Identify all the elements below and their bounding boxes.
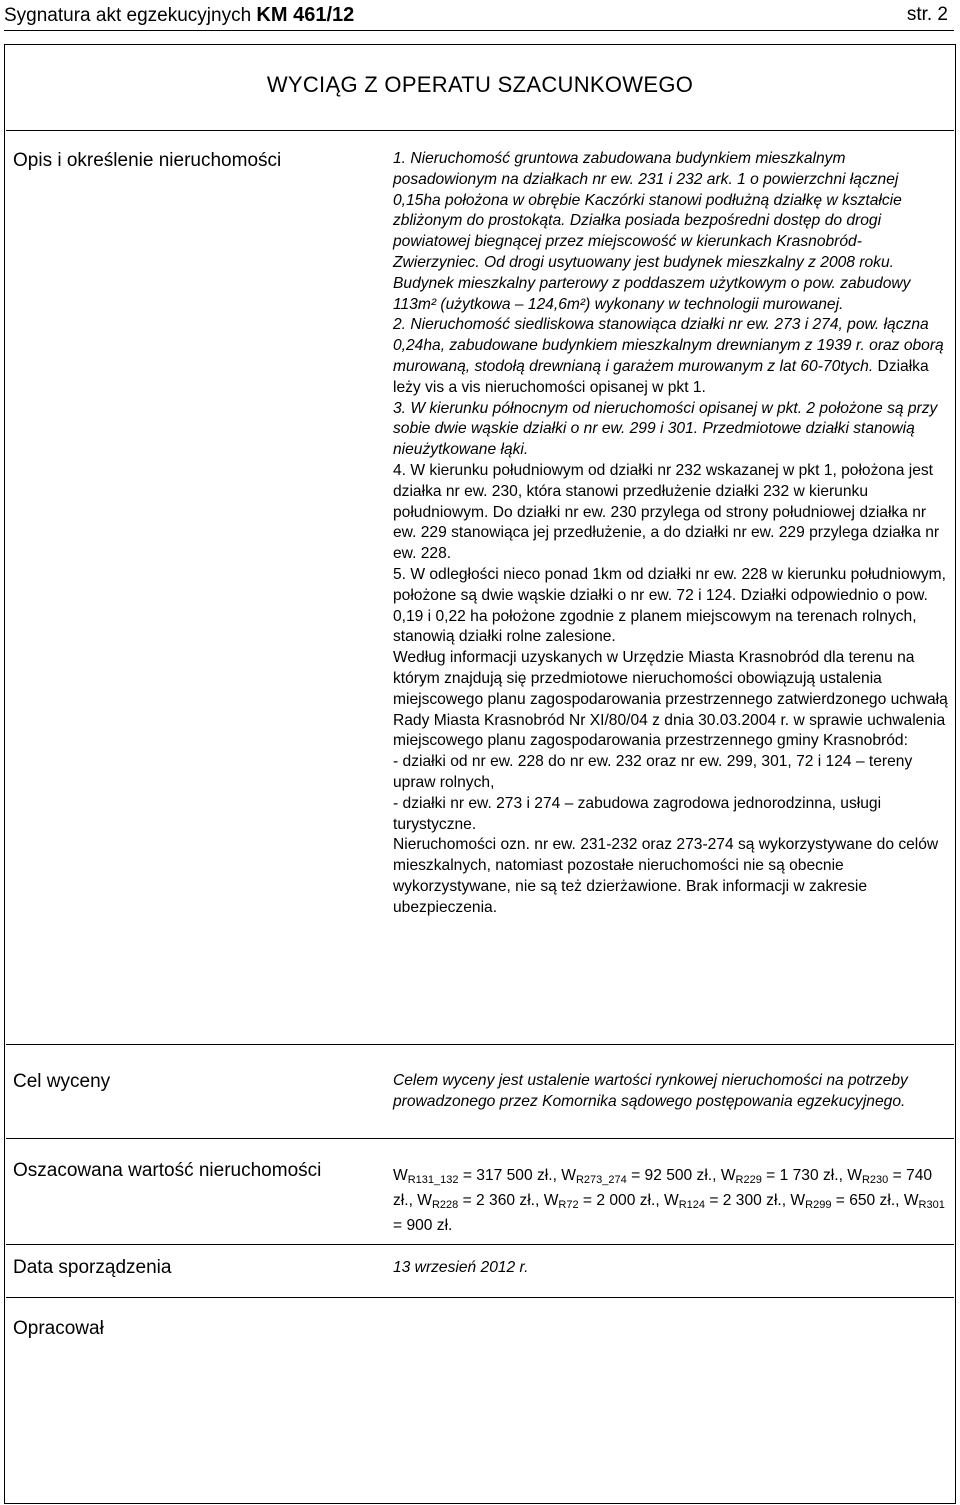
description-run: Działka posiada bezpośredni dostęp do drogi powiatowej biegnącej przez miejscowość w kierunkach Krasnobród-Zwierzyniec. <box>393 212 882 271</box>
value-amount: = 740 zł. <box>393 1167 933 1209</box>
value-symbol: W <box>417 1191 432 1209</box>
value-label: Oszacowana wartość nieruchomości <box>13 1160 322 1181</box>
description-paragraph <box>393 274 948 316</box>
purpose-label: Cel wyceny <box>13 1071 111 1092</box>
value-list: $W_{R131\_132} = 317$ 500 zł., $W_{R273\_274} = 92$ 500 zł., $W_{R229} = 1$ 730 zł., $W_{R230} = 740$ zł., $W_{R228} = 2$ 360 zł., $W_{R72} = 2$ 000 zł., $W_{R124} = 2$ 300 zł., $W_{R299} = 650$ zł., $W_{R301} = 900$ zł. <box>393 1167 945 1234</box>
value-item <box>721 1167 839 1184</box>
date-value: 13 wrzesień 2012 r. <box>393 1259 529 1276</box>
page-header <box>4 4 954 30</box>
description-run: - działki nr ew. 273 i 274 – zabudowa zagrodowa jednorodzinna, usługi turystyczne. <box>393 794 882 833</box>
document-title: WYCIĄG Z OPERATU SZACUNKOWEGO <box>266 72 694 97</box>
value-amount: = 2 000 zł. <box>578 1191 656 1209</box>
value-subscript: R301 <box>918 1198 945 1211</box>
value-subscript: R299 <box>805 1198 832 1211</box>
description-run: Działka leży vis a vis nieruchomości opisanej w pkt 1. <box>393 357 929 396</box>
value-subscript: R229 <box>735 1174 762 1186</box>
case-number: KM 461/12 <box>256 4 355 26</box>
description-paragraph <box>393 149 948 274</box>
separator-description <box>6 1044 954 1045</box>
value-symbol: W <box>543 1191 559 1209</box>
description-run: 3. W kierunku północnym od nieruchomości opisanej w pkt. 2 położone są przy sobie dwie wąskie działki o nr ew. 299 i 301. Przedmiotowe działki stanowią nieużytkowane łąki. <box>393 399 938 459</box>
value-item <box>544 1192 656 1209</box>
description-run: 4. <box>393 461 411 479</box>
description-paragraph <box>393 399 948 461</box>
value-amount: = 2 300 zł. <box>705 1191 782 1209</box>
value-subscript: R131_132 <box>407 1174 459 1186</box>
separator-purpose <box>6 1138 954 1139</box>
separator-title <box>6 130 954 131</box>
description-run: Od drogi usytuowany jest budynek mieszkalny z 2008 roku. <box>483 253 894 271</box>
description-paragraph <box>393 565 948 648</box>
description-run: 5. W odległości nieco ponad 1km od działki nr ew. 228 w kierunku południowym, położone są dwie wąskie działki o nr ew. 72 i 124. Działki odpowiednio o pow. 0,19 i 0,22 ha położone zgodnie z planem miejscowym na terenach rolnych, stanowią działki rolne zalesione. <box>393 565 947 646</box>
value-symbol: W <box>393 1167 408 1184</box>
header-rule <box>4 30 954 31</box>
value-item <box>393 1167 553 1184</box>
value-subscript: R124 <box>678 1198 706 1211</box>
description-run: Budynek mieszkalny parterowy z poddaszem użytkowym o pow. zabudowy 113m² (użytkowa – 124,6m²) wykonany w technologii murowanej. <box>393 274 911 313</box>
description-run: W kierunku południowym od działki nr 232 wskazanej w pkt 1, położona jest działka nr ew. 230, która stanowi przedłużenie działki 232 w kierunku południowym. <box>393 461 934 521</box>
description-paragraph <box>393 794 948 836</box>
description-run: 1. Nieruchomość gruntowa zabudowana budynkiem mieszkalnym posadowionym na działkach nr ew. 231 i 232 ark. 1 o powierzchni łącznej 0,15ha położona w obrębie Kaczórki stanowi podłużną działkę w kształcie zbliżonym do prostokąta. <box>393 150 902 230</box>
page-number: str. 2 <box>906 4 948 25</box>
value-symbol: W <box>664 1191 679 1209</box>
description-run: Do działki nr ew. 230 przylega od strony południowej działka nr ew. 229 stanowiąca jej przedłużenie, a do działki nr ew. 229 przylega działka nr ew. 228. <box>393 503 940 563</box>
description-paragraph <box>393 752 948 794</box>
value-item <box>790 1192 895 1209</box>
value-subscript: R273_274 <box>575 1174 627 1186</box>
date-label: Data sporządzenia <box>13 1257 172 1278</box>
value-symbol: W <box>847 1167 862 1184</box>
value-amount: = 317 500 zł. <box>458 1167 553 1184</box>
value-subscript: R230 <box>861 1174 889 1186</box>
value-symbol: W <box>720 1167 736 1184</box>
description-run: Według informacji uzyskanych w Urzędzie Miasta Krasnobród dla terenu na którym znajdują się przedmiotowe nieruchomości obowiązują ustalenia miejscowego planu zagospodarowania przestrzennego zatwierdzonego uchwałą Rady Miasta Krasnobród Nr XI/80/04 z dnia 30.03.2004 r. w sprawie uchwalenia miejscowego planu zagospodarowania przestrzennego gminy Krasnobród: <box>393 649 948 750</box>
value-amount: = 900 zł. <box>393 1216 453 1234</box>
separator-date <box>6 1297 954 1298</box>
value-symbol: W <box>903 1191 919 1209</box>
value-symbol: W <box>561 1167 576 1184</box>
value-item <box>561 1167 712 1184</box>
description-run: 2. Nieruchomość siedliskowa stanowiąca działki nr ew. 273 i 274, pow. łączna 0,24ha, zabudowane budynkiem mieszkalnym drewnianym z 1939 r. oraz oborą murowaną, stodołą drewnianą i garażem murowanym z lat 60-70tych. <box>393 316 944 375</box>
description-text <box>393 149 948 918</box>
signature-label: Sygnatura akt egzekucyjnych <box>4 5 252 26</box>
value-item <box>664 1192 782 1209</box>
author-label: Opracował <box>13 1318 104 1339</box>
value-amount: = 650 zł. <box>831 1191 896 1209</box>
purpose-text: Celem wyceny jest ustalenie wartości rynkowej nieruchomości na potrzeby prowadzonego przez Komornika sądowego postępowania egzekucyjnego. <box>393 1072 908 1110</box>
signature-line <box>4 4 354 27</box>
description-paragraph <box>393 648 948 752</box>
description-paragraph <box>393 315 948 398</box>
value-amount: = 2 360 zł. <box>458 1191 536 1209</box>
separator-value <box>6 1244 954 1245</box>
value-subscript: R228 <box>431 1198 459 1211</box>
value-subscript: R72 <box>558 1198 579 1211</box>
description-run: - działki od nr ew. 228 do nr ew. 232 oraz nr ew. 299, 301, 72 i 124 – tereny upraw rolnych, <box>393 753 913 791</box>
description-run: Nieruchomości ozn. nr ew. 231-232 oraz 273-274 są wykorzystywane do celów mieszkalnych, natomiast pozostałe nieruchomości nie są obecnie wykorzystywane, nie są też dzierżawione. Brak informacji w zakresie ubezpieczenia. <box>393 836 939 916</box>
description-paragraph <box>393 835 948 918</box>
value-symbol: W <box>790 1191 806 1209</box>
value-item <box>417 1192 535 1209</box>
value-amount: = 92 500 zł. <box>626 1167 713 1184</box>
description-label: Opis i określenie nieruchomości <box>13 150 282 171</box>
value-amount: = 1 730 zł. <box>761 1167 839 1184</box>
description-paragraph <box>393 461 948 565</box>
